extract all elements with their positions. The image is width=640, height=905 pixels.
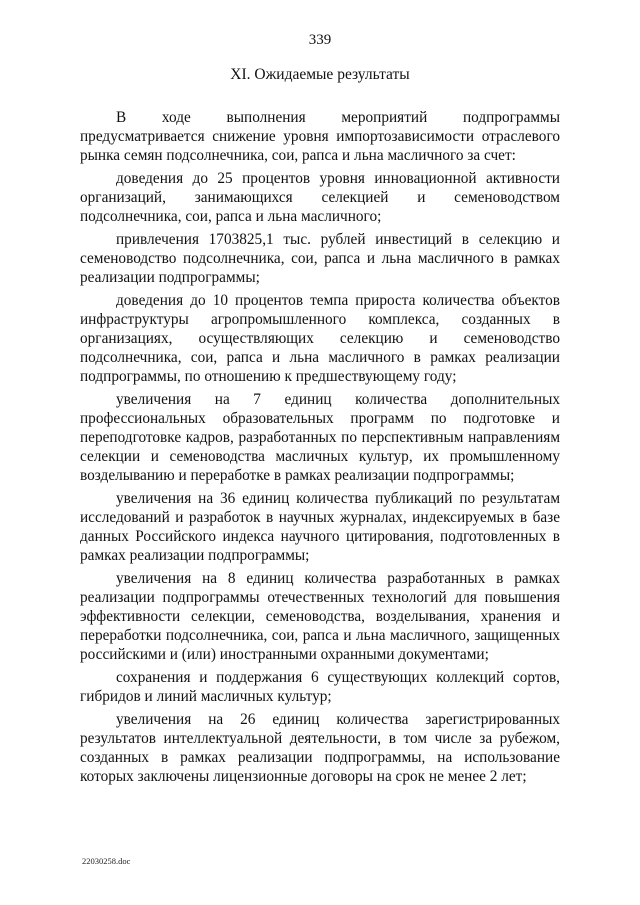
paragraph-collections: сохранения и поддержания 6 существующих коллекций сортов, гибридов и линий масличных культур;	[80, 669, 560, 705]
paragraph-publications: увеличения на 36 единиц количества публикаций по результатам исследований и разработок в научных журналах, индексируемых в базе данных Российского индекса научного цитирования, подготовленных в рамках реализации подпрограммы;	[80, 490, 560, 564]
paragraph-education-programs: увеличения на 7 единиц количества дополнительных профессиональных образовательных программ по подготовке и переподготовке кадров, разработанных по перспективным направлениям селекции и семеноводства масличных культур, их промышленному возделыванию и переработке в рамках реализации подпрограммы;	[80, 391, 560, 484]
paragraph-innovation-activity: доведения до 25 процентов уровня инновационной активности организаций, занимающихся селекцией и семеноводством подсолнечника, сои, рапса и льна масличного;	[80, 170, 560, 225]
section-title: XI. Ожидаемые результаты	[230, 66, 410, 83]
paragraph-investments: привлечения 1703825,1 тыс. рублей инвестиций в селекцию и семеноводство подсолнечника, сои, рапса и льна масличного в рамках реализации подпрограммы;	[80, 231, 560, 286]
paragraph-technologies: увеличения на 8 единиц количества разработанных в рамках реализации подпрограммы отечественных технологий для повышения эффективности селекции, семеноводства, возделывания, хранения и переработки подсолнечника, сои, рапса и льна масличного, защищенных российскими и (или) иностранными охранными документами;	[80, 570, 560, 663]
page-number: 339	[308, 32, 332, 48]
paragraph-intro: В ходе выполнения мероприятий подпрограммы предусматривается снижение уровня импортозависимости отраслевого рынка семян подсолнечника, сои, рапса и льна масличного за счет:	[80, 109, 560, 164]
paragraph-intellectual-results: увеличения на 26 единиц количества зарегистрированных результатов интеллектуальной деятельности, в том числе за рубежом, созданных в рамках реализации подпрограммы, на использование которых заключены лицензионные договоры на срок не менее 2 лет;	[80, 711, 560, 785]
document-file-id: 22030258.doc	[82, 856, 131, 866]
paragraph-infrastructure: доведения до 10 процентов темпа прироста количества объектов инфраструктуры агропромышленного комплекса, созданных в организациях, осуществляющих селекцию и семеноводство подсолнечника, сои, рапса и льна масличного в рамках реализации подпрограммы, по отношению к предшествующему году;	[80, 292, 560, 385]
document-body	[80, 108, 560, 790]
